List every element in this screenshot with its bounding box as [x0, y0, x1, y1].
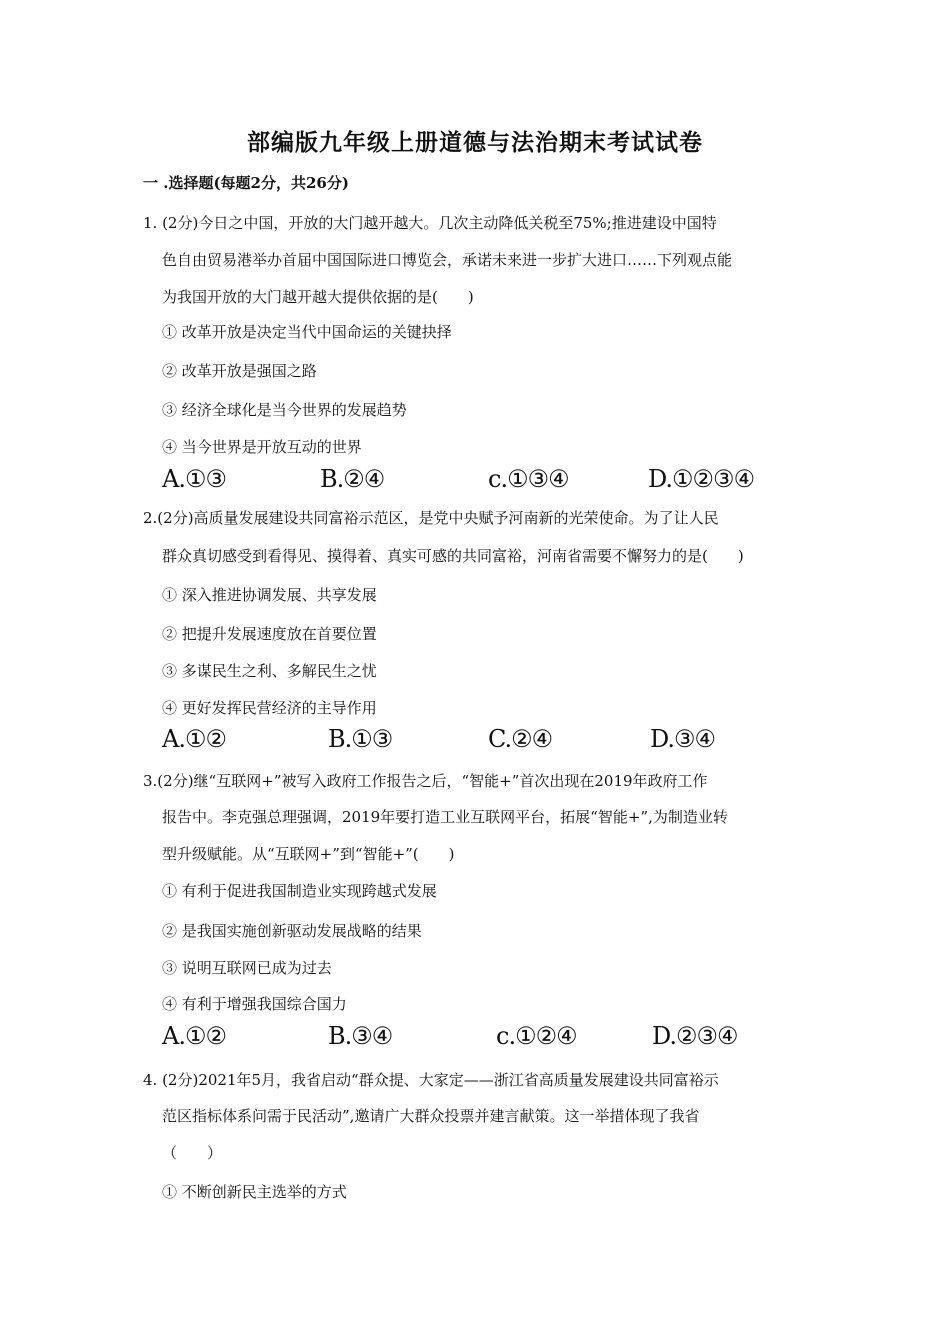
answer-choice-b[interactable]: B.①③: [328, 725, 393, 753]
option-statement: ④ 有利于增强我国综合国力: [162, 995, 347, 1013]
option-statement: ④ 更好发挥民营经济的主导作用: [162, 699, 377, 717]
question-stem-line: 3.(2分)继“互联网+”被写入政府工作报告之后，“智能+”首次出现在2019年政府工作: [143, 772, 708, 790]
option-statement: ② 是我国实施创新驱动发展战略的结果: [162, 922, 422, 940]
option-statement: ② 改革开放是强国之路: [162, 362, 317, 380]
page-title: 部编版九年级上册道德与法治期末考试试卷: [247, 129, 703, 156]
answer-choice-c[interactable]: c.①②④: [496, 1022, 577, 1050]
answer-choice-d[interactable]: D.③④: [650, 725, 716, 753]
option-statement: ① 不断创新民主选举的方式: [162, 1183, 347, 1201]
question-stem-line: 2.(2分)高质量发展建设共同富裕示范区，是党中央赋予河南新的光荣使命。为了让人民: [143, 509, 719, 527]
option-statement: ① 改革开放是决定当代中国命运的关键抉择: [162, 323, 452, 341]
option-statement: ③ 说明互联网已成为过去: [162, 959, 332, 977]
option-statement: ③ 经济全球化是当今世界的发展趋势: [162, 401, 407, 419]
option-statement: ① 有利于促进我国制造业实现跨越式发展: [162, 882, 437, 900]
option-statement: ② 把提升发展速度放在首要位置: [162, 625, 377, 643]
answer-choice-a[interactable]: A.①②: [162, 725, 226, 753]
answer-choice-b[interactable]: B.③④: [328, 1022, 393, 1050]
question-stem-line: 为我国开放的大门越开越大提供依据的是( ): [162, 288, 474, 306]
answer-choice-c[interactable]: c.①③④: [488, 465, 569, 493]
answer-choice-a[interactable]: A.①③: [162, 465, 226, 493]
answer-choice-a[interactable]: A.①②: [162, 1022, 226, 1050]
answer-choice-d[interactable]: D.①②③④: [648, 465, 755, 493]
question-stem-line: 报告中。李克强总理强调，2019年要打造工业互联网平台，拓展“智能+”,为制造业转: [162, 808, 728, 826]
option-statement: ① 深入推进协调发展、共享发展: [162, 586, 377, 604]
answer-choice-b[interactable]: B.②④: [320, 465, 385, 493]
section-heading: 一 .选择题(每题2分，共26分): [143, 174, 349, 192]
question-stem-line: 群众真切感受到看得见、摸得着、真实可感的共同富裕，河南省需要不懈努力的是( ): [162, 547, 744, 565]
question-stem-line: 范区指标体系问需于民活动”,邀请广大群众投票并建言献策。这一举措体现了我省: [162, 1107, 700, 1125]
question-stem-line: （ ）: [162, 1144, 223, 1162]
answer-choices: [162, 465, 862, 497]
question-stem-line: 型升级赋能。从“互联网+”到“智能+”( ): [162, 845, 455, 863]
option-statement: ④ 当今世界是开放互动的世界: [162, 438, 362, 456]
answer-choice-d[interactable]: D.②③④: [652, 1022, 738, 1050]
question-stem-line: 4. (2分)2021年5月，我省启动“群众提、大家定——浙江省高质量发展建设共同富裕示: [143, 1071, 719, 1089]
answer-choices: [162, 1022, 862, 1054]
question-stem-line: 色自由贸易港举办首届中国国际进口博览会，承诺未来进一步扩大进口……下列观点能: [162, 251, 733, 269]
question-stem-line: 1. (2分)今日之中国，开放的大门越开越大。几次主动降低关税至75%;推进建设中国特: [143, 214, 717, 232]
answer-choices: [162, 725, 862, 757]
option-statement: ③ 多谋民生之利、多解民生之忧: [162, 662, 377, 680]
answer-choice-c[interactable]: C.②④: [488, 725, 553, 753]
